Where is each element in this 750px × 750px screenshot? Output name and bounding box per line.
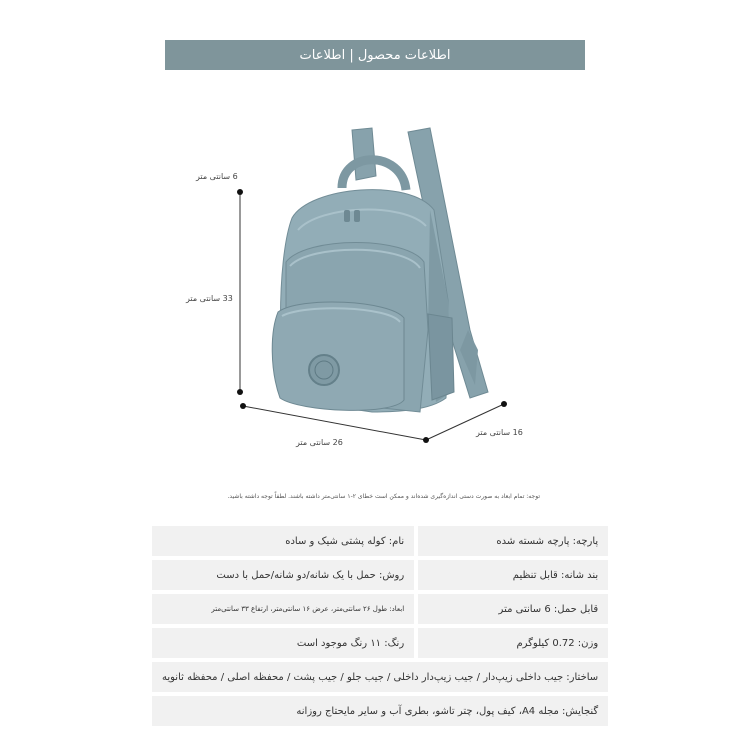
spec-fabric: پارچه: پارچه شسته شده: [418, 526, 608, 556]
spec-carry: روش: حمل با یک شانه/دو شانه/حمل با دست: [152, 560, 414, 590]
handle-dimension-label: 6 سانتی متر: [196, 172, 238, 181]
height-dimension-label: 33 سانتی متر: [186, 294, 233, 303]
table-row: [152, 526, 608, 556]
spec-table: [148, 522, 612, 730]
backpack-image: [272, 128, 488, 412]
table-row: [152, 594, 608, 624]
width-dimension-label: 26 سانتی متر: [296, 438, 343, 447]
table-row: [152, 662, 608, 692]
spec-structure: ساختار: جیب داخلی زیپ‌دار / جیب زیپ‌دار داخلی / جیب جلو / جیب پشت / محفظه اصلی / محفظه ثانویه: [152, 662, 608, 692]
table-row: [152, 696, 608, 726]
spec-name: نام: کوله پشتی شیک و ساده: [152, 526, 414, 556]
spec-weight: وزن: 0.72 کیلوگرم: [418, 628, 608, 658]
spec-handle: قابل حمل: 6 سانتی متر: [418, 594, 608, 624]
table-row: [152, 628, 608, 658]
spec-colors: رنگ: ۱۱ رنگ موجود است: [152, 628, 414, 658]
measurement-note: توجه: تمام ابعاد به صورت دستی اندازه‌گیری شده‌اند و ممکن است خطای ۲-۱ سانتی‌متر داشته باشند. لطفاً توجه داشته باشید.: [227, 493, 540, 500]
spec-strap: بند شانه: قابل تنظیم: [418, 560, 608, 590]
header-title: اطلاعات محصول | اطلاعات: [299, 47, 451, 63]
depth-dimension-label: 16 سانتی متر: [476, 428, 523, 437]
spec-capacity: گنجایش: مجله A4، کیف پول، چتر تاشو، بطری آب و سایر مایحتاج روزانه: [152, 696, 608, 726]
table-row: [152, 560, 608, 590]
spec-size: ابعاد: طول ۲۶ سانتی‌متر، عرض ۱۶ سانتی‌متر، ارتفاع ۳۳ سانتی‌متر: [152, 594, 414, 624]
